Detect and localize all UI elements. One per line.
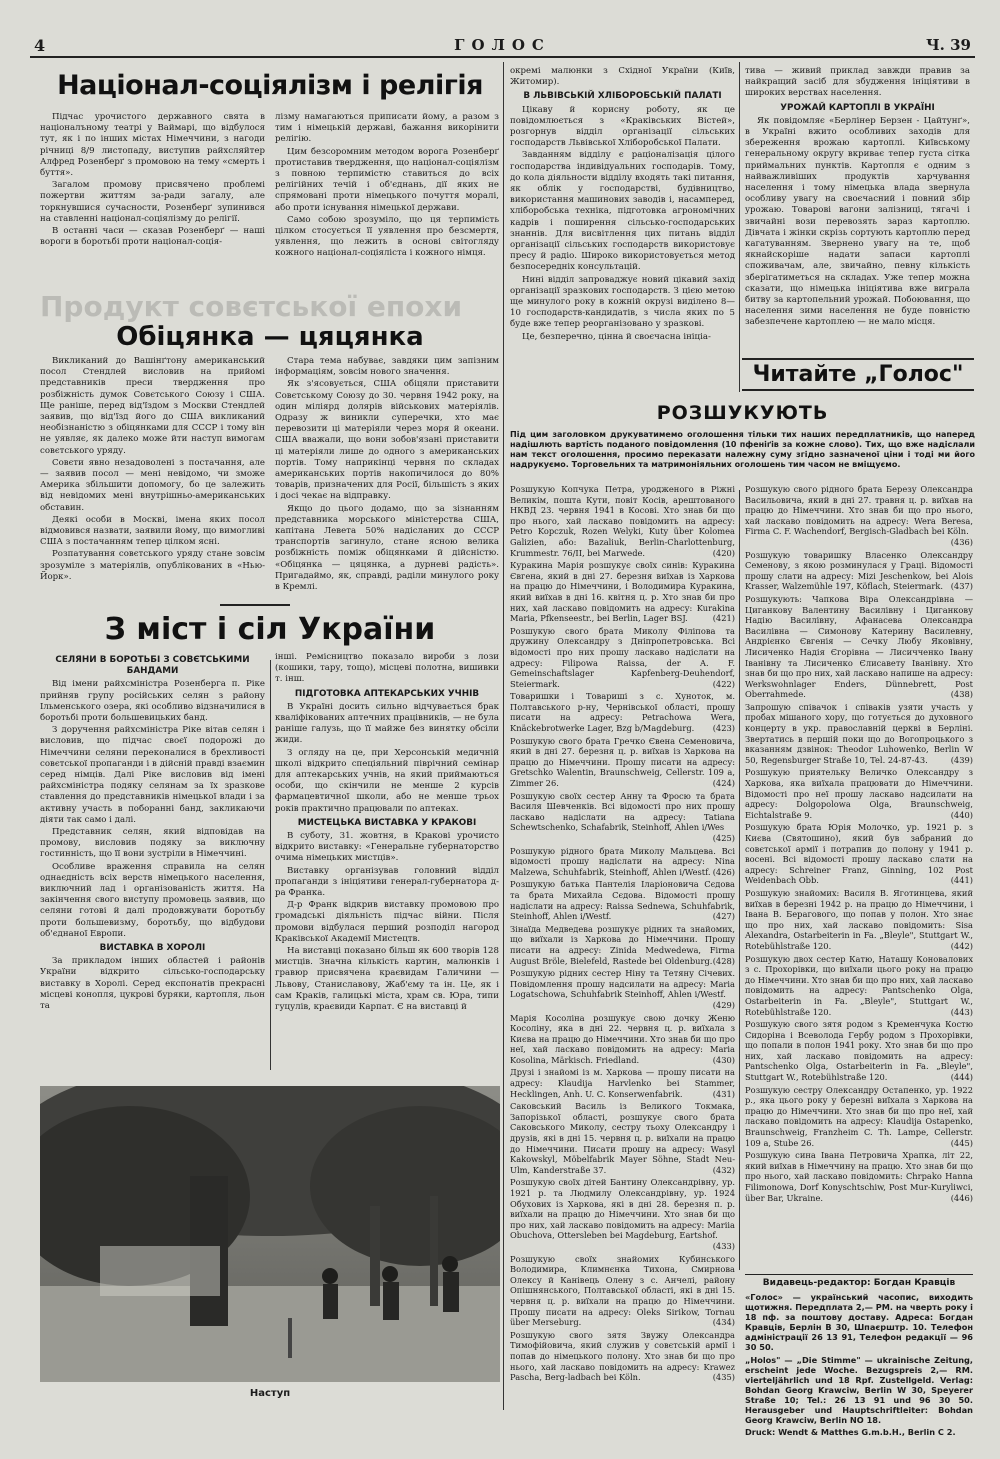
ad-code: (445) [950, 1137, 973, 1148]
ad-code: (429) [712, 999, 735, 1010]
ad-code: (420) [712, 547, 735, 558]
paragraph: В суботу, 31. жовтня, в Кракові урочисто відкрито виставку: «Генеральне губернаторство очима німецьких мистців». [275, 831, 499, 864]
ad-code: (433) [712, 1240, 735, 1251]
ad-code: (428) [712, 955, 735, 966]
classified-ad [510, 626, 735, 690]
classified-ad [745, 1085, 973, 1149]
paragraph: З огляду на це, при Херсонській медичній школі відкрито спеціяльний піврічний семінар для аптекарських учнів, на який приймаються особи, що скінчили не менше 2 курсів фармацевтичної школи, або не менше трьох років практично працювали по аптеках. [275, 747, 499, 814]
classified-ad [510, 924, 735, 966]
classified-ad [510, 691, 735, 733]
ad-code: (431) [712, 1088, 735, 1099]
news-photo [40, 1086, 500, 1382]
ad-text: Розшукую батька Пантелія Іларіоновича Сєдова та брата Михайла Сєдова. Відомості прошу надіслати на адресу: Raissa Sednewa, Schuhfabrik, Steinhoff, Ahlen i/Westf. [510, 879, 735, 922]
paragraph: Особливе враження справила на селян однаєдність всіх верств німецького населення, виключний лад і організованість життя. На закінчення свого виступу промовець заявив, що селяни готові й далі продовжувати боротьбу проти большевизму, боротьбу, що відбудови об'єднаної Европи. [40, 861, 265, 939]
subheading: ПІДГОТОВКА АПТЕКАРСЬКИХ УЧНІВ [294, 688, 480, 699]
ad-code: (432) [712, 1164, 735, 1175]
ad-text: Розшукую своїх сестер Анну та Фросю та брата Василя Шевченків. Всі відомості про них прошу ласкаво надіслати на адресу: Tatiana Schewtschenko, Schafabrik, Steinhoff, Ahlen i/Wes [510, 790, 735, 833]
newspaper-title: ГОЛОС [454, 36, 551, 54]
classified-ad [510, 879, 735, 921]
classified-ad [745, 1019, 973, 1083]
column-rule [270, 660, 271, 1070]
ad-code: (443) [950, 1006, 973, 1017]
paragraph: Представник селян, який відповідав на промову, висловив подяку за виключну гостинність, що її вони зустріли в Німеччині. [40, 827, 265, 860]
paragraph: З доручення райхсміністра Ріке вітав селян і висловив, що підчас своєї подорожі до Німеччини селяни переконалися в брехливості совєтської пропаганди і в дійсній правді взаємин серед німців. Далі Ріке висловив від імені райхсміністра подяку селянам за їх зразкове ставлення до представників німецької влади і за активну участь в поборанні банд, закликаючи діяти так само і далі. [40, 725, 265, 825]
classified-ad [745, 594, 973, 700]
paragraph: Само собою зрозуміло, що ця терпимість цілком стосується її уявлення про безсмертя, уявлення, що лежить в основі світогляду кожного націонал-соціяліста і кожного німця. [275, 214, 499, 259]
article-title: Націонал-соціялізм і релігія [57, 70, 483, 101]
photo-caption: Наступ [249, 1388, 291, 1399]
article-body [40, 112, 265, 249]
classified-ad [510, 791, 735, 844]
paragraph: Завданням відділу є раціоналізація цілого господарства індивідуальних господарів. Тому, до кола діяльности відділу входять такі питання, як облік у господарстві, будівництво, використання машинових заводів і, насамперед, хліборобська техніка, підготовка агрономічних кадрів і поширення сільсько-господарських знаннів. Для висвітлення цих питань відділ організації сільських господарств використовує пресу й радіо. Широко використовується метод безпосередніх консультацій. [510, 150, 735, 273]
ad-text: Розшукую свого брата Гречко Євена Семеновича, який в дні 27. березня ц. р. виїхав із Харкова на працю до Німеччини. Прошу писати на адресу: Gretschko Walentin, Braunschweig, Cellerstr. 109 a, Zimmer 26. [510, 735, 735, 789]
bleed-through-text: Продукт совєтської епохи [40, 290, 463, 323]
paragraph: Викликаний до Вашінґтону американський посол Стендлей висловив на прийомі представників преси твердження про розбіжність думок Совєтського Союзу і США. Ще раніше, перед від'їздом з Москви Стендлей заявив, що від'їзд його до США викликаний необізнаністю з обіцянками для СССР і тому він не уявляє, як далеко може йти наступ вимогам совєтського уряду. [40, 356, 265, 456]
ad-code: (434) [712, 1317, 735, 1328]
paragraph: лізму намагаються приписати йому, а разом з тим і німецькій державі, бажання викорінити релігію. [275, 112, 499, 145]
paragraph: Загалом промову присвячено проблемі пожертви життям за-ради загалу, але торкнувшися сучасности, Розенберґ зупинився на ставленні націонал-соціялізму до релігії. [40, 180, 265, 224]
ad-code: (424) [712, 778, 735, 789]
classified-ad [745, 1150, 973, 1203]
ad-text: Розшукують: Чапкова Віра Олександрівна — Циганкову Валентину Василівну і Циганкову Надію Василівну, Афанасева Олександра Василівна — Симонову Катерину Василевну, Андрієнко Євгенія — Сечку Любу Яковівну, Лисиченко Надія Єгорівна — Лисичченко Івану Іванівну та Лисиченко Єлисавету Іванівну. Хто знав би що про них, хай ласкаво напише на адресу: Werkswohnlager Enders, Dünnebrett, Post Oberrahmede. [745, 593, 973, 700]
classified-ad [745, 484, 973, 548]
ad-code: (436) [950, 536, 973, 547]
ad-code: (441) [950, 875, 973, 886]
ad-text: Розшукую приятельку Величко Олександру з Харкова, яка виїхала працювати до Німеччини. Відомості про неї прошу ласкаво надсилати на адресу: Dolgopolowa Olga, Braunschweig, Eichtalstraße 9. [745, 767, 973, 820]
article-body [275, 356, 499, 594]
ads-intro: Під цим заголовком друкуватимемо оголошення тільки тих наших передплатників, що наперед надішлють вартість поданого повідомлення (10 пфеніґів за кожне слово). Тих, що вже надіслали нам текст оголошення, просимо переказати належну суму згідно зазначеної ціни і тоді ми його надрукуємо. Торговельних та матримоніяльних оголошень тим часом не вміщуємо. [510, 430, 975, 469]
ad-text: Розшукую свого зятя родом з Кременчука Костю Сидоріна і Всеволода Гербу родом з Прохорівки, що попали в полон 1941 року. Хто знав би що про них, хай ласкаво повідомить на адресу: Pantschenko Olga, Ostarbeiterin in Fa. „Bleyle", Stuttgart W., Rotebühlstraße 120. [745, 1019, 973, 1083]
ad-code: (423) [712, 723, 735, 734]
paragraph: Від імени райхсміністра Розенберга п. Ріке прийняв групу російських селян з району Ільменського озера, які особливо відзначилися в боротьбі проти большевицьких банд. [40, 679, 265, 724]
classified-ad [745, 702, 973, 766]
article-body [40, 356, 265, 584]
imprint-german: „Holos" — „Die Stimme" — ukrainische Zeitung, erscheint jede Woche. Bezugspreis 2,— RM. vierteljährlich und 18 Rpf. Zustellgeld. Verlag: Bohdan Georg Krawciw, Berlin W 30, Speyerer Straße 10; Tel.: 26 13 91 und 96 30 50. Herausgeber und Hauptschriftleiter: Bohdan Georg Krawciw, Berlin NO 18. [745, 1355, 973, 1425]
read-golos-banner: Читайте „Голос" [742, 358, 974, 391]
paragraph: Стара тема набуває, завдяки цим запізним інформаціям, зовсім нового значення. [275, 356, 499, 378]
classified-ad [745, 954, 973, 1018]
paragraph: В Україні досить сильно відчувається брак кваліфікованих аптечних працівників, — не була раніше галузь, що її майже без винятку обсіли жиди. [275, 701, 499, 746]
classified-ad [510, 560, 735, 624]
article-title: Обіцянка — цяцянка [116, 322, 424, 352]
ad-text: Розшукую товаришку Власенко Олександру Семенову, з якою розминулася у Граці. Відомості прошу слати на адресу: Mizi Jeschenkow, bei Alois Krasser, Walzemühle 197, Köflach, Steiermark. [745, 549, 973, 592]
paragraph: Д-р Франк відкрив виставку промовою про громадські діяльність підчас війни. Після промови відбулася перший розподіл нагород Краківської Академії Мистецтв. [275, 900, 499, 944]
subheading: СЕЛЯНИ В БОРОТЬБІ З СОВЄТСЬКИМИ БАНДАМИ [55, 655, 250, 677]
ad-text: Саковський Василь із Великого Токмака, Запорізької області, розшукує свого брата Саковського Миколу, сестру тьоху Олександру і друзів, які в дні 15. червня ц. р. виїхали на працю до Німеччини. Писати прошу на адресу: Wasyl Kakowskyl, Möbelfabrik Mayer Söhne, Stadt Neu-Ulm, Kanderstraße 37. [510, 1101, 735, 1175]
ad-text: Розшукую своїх знайомих Кубинського Володимира, Климнєнка Тихона, Смирнова Олексу й Канівець Олену з с. Анчелі, району Опішнянського, Полтавської області, які в дні 15. червня ц. р. виїхали на працю до Німеччини. Прошу писати на адресу: Oleks Sirikow, Tornau über Merseburg. [510, 1253, 735, 1328]
ad-text: Друзі і знайомі із м. Харкова — прошу писати на адресу: Klaudija Harvlenko bei Stammer, Hecklingen, Anh. U. C. Konserwenfabrik. [510, 1067, 735, 1099]
subheading: МИСТЕЦЬКА ВИСТАВКА У КРАКОВІ [297, 817, 477, 828]
ad-code: (438) [950, 689, 973, 700]
column-rule [739, 490, 740, 1270]
ad-code: (422) [712, 678, 735, 689]
paragraph: інші. Ремісництво показало вироби з лози (кошики, тару, тощо), місцеві полотна, вишивки т. інш. [275, 652, 499, 685]
classified-ad [745, 888, 973, 952]
imprint [745, 1274, 973, 1437]
ads-section-title: РОЗШУКУЮТЬ [656, 402, 829, 424]
article-body [275, 112, 499, 261]
column-rule [503, 400, 504, 1410]
paragraph: Нині відділ запроваджує новий цікавий захід організації зразкових господарств. З цією метою ще минулого року в кожній окрузі виділено 8—10 господарств-кандидатів, з числа яких по 5 буде вже тепер реорганізовано у зразкові. [510, 274, 735, 330]
paragraph: Цікаву й корисну роботу, як це повідомлюється з «Краківських Вістей», розгорнув відділ організації сільських господарств Львівської Хліборобської Палати. [510, 104, 735, 149]
ad-code: (444) [950, 1072, 973, 1083]
ad-code: (427) [712, 911, 735, 922]
ad-text: Розшукую свого рідного брата Березу Олександра Васильовича, який в дні 27. травня ц. р. виїхав на працю до Німеччини. Хто знав би що про нього, хай ласкаво повідомить на адресу: Wera Beresa, Firma C. F. Wachendorf, Bergisch-Gladbach bei Köln. [745, 484, 973, 537]
classified-ad [510, 1254, 735, 1328]
masthead [30, 36, 975, 58]
ad-code: (435) [712, 1372, 735, 1383]
ad-text: Розшукую свого брата Миколу Філіпова та дружину Олександру з Дніпропетровська. Всі відомості про них прошу ласкаво надіслати на адресу: Filipowa Raissa, der A. F. Gemeinschaftslager Kapfenberg-Deuhendorf, Steiermark. [510, 625, 735, 689]
editor-line: Видавець-редактор: Богдан Кравців [745, 1274, 973, 1288]
column-rule [739, 62, 740, 392]
ad-text: Розшукую брата Юрія Молочко, ур. 1921 р. з Києва (Святошино), який був забраний до совєтської армії і потрапив до полону у 1941 р. восені. Всі відомості прошу ласкаво слати на адресу: Schreiner Franz, Ginning, 102 Post Weidenbach Obb. [745, 822, 973, 886]
paragraph: Деякі особи в Москві, імена яких посол відмовився назвати, заявили йому, що вимогливі США з постачанням тепер цілком ясні. [40, 514, 265, 548]
article-body [745, 66, 970, 330]
article-body [510, 66, 735, 344]
issue-number: Ч. 39 [925, 36, 971, 54]
ad-text: Розшукую своїх дітей Бантину Олександрівну, ур. 1921 р. та Людмилу Олександрівну, ур. 1924 Обухових із Харкова, які в дні 28. березня п. р. виїхали на працю до Німеччини. Хто знав би що про них, хай ласкаво повідомить на адресу: Mariia Obuchova, Ottersleben bei Magdeburg, Eartshof. [510, 1177, 735, 1241]
classified-ad [510, 846, 735, 878]
ad-text: Марія Косоліна розшукує свою дочку Женю Косоліну, яка в дні 22. червня ц. р. виїхала з Києва на працю до Німеччини. Хто знав би що про неї, хай ласкаво повідомить на адресу: Maria Kosolina, Märkisch. Friedland. [510, 1012, 735, 1065]
ad-code: (440) [950, 809, 973, 820]
classified-ad [510, 736, 735, 789]
classified-ad [510, 1101, 735, 1175]
ad-text: Розшукую сина Івана Петровича Храпка, літ 22, який виїхав в Німеччину на працю. Хто знав би що про нього, хай ласкаво повідомить: Chrpako Hanna Filimonowa, Dorf Konyschtschiw, Post Mur-Kuryliwci, über Bar, Ukraine. [745, 1150, 973, 1203]
subheading: В ЛЬВІВСЬКІЙ ХЛІБОРОБСЬКІЙ ПАЛАТІ [523, 91, 722, 102]
ad-text: Розшукую рідного брата Миколу Мальцева. Всі відомості прошу надіслати на адресу: Nina Malzewa, Schuhfabrik, Steinhoff, Ahlen i/Westf. [510, 845, 735, 877]
page-number: 4 [34, 36, 46, 55]
ad-text: Розшукую двох сестер Катю, Наташу Коновалових з с. Прохорівки, що виїхали цього року на працю до Німеччини. Хто знав би що про них, хай ласкаво повідомить на адресу: Pantschenko Olga, Ostarbeiterin in Fa. „Bleyle", Stuttgart W., Rotebühlstraße 120. [745, 953, 973, 1017]
ad-text: Розшукую рідних сестер Ніну та Тетяну Січевих. Повідомлення прошу надсилати на адресу: Maria Logatschowa, Schuhfabrik Steinhoff, Ahlen i/Westf. [510, 968, 735, 1000]
paragraph: В останні часи — сказав Розенберґ — наші вороги в боротьбі проти націонал-соція- [40, 226, 265, 248]
article-body [275, 652, 499, 1014]
column-rule [503, 62, 504, 457]
ad-text: Куракина Марія розшукує своїх синів: Куракина Євгена, який в дні 27. березня виїхав із Харкова на працю до Німеччини, і Володимира Куракина, який виїхав в дні 16. квітня ц. р. Хто знав би про них, хай ласкаво повідомить на адресу: Kurakina Maria, Pfkenseestr., bei Berlin, Lager BSJ. [510, 560, 735, 624]
classified-ad [510, 484, 735, 558]
ad-code: (442) [950, 940, 973, 951]
classified-ad [745, 822, 973, 886]
classified-ad [510, 1067, 735, 1099]
paragraph: Як повідомляє «Берлінер Берзен - Цайтунґ», в Україні вжито особливих заходів для збереження врожаю картоплі. Київському генеральному округу вкриває тепер густа сітка приймальних пунктів. Картопля є одним з найважливіших продуктів харчування населення і тому німецька влада звернула особливу увагу на своєчасний і повний збір урожаю. Товарові вагони залізниці, тягачі і звичайні вози перевозять зараз картоплю. Дівчата і жінки скрізь сортують картоплю перед кагатуванням. Звернено увагу на те, щоб якнайскоріше надати запаси картоплі споживачам, але, звичайно, певну кількість зберігатиметься на складах. Уже тепер можна сказати, що німецька ініціятива вже виграла битву за картопельний урожай. Побоювання, що населення зими населення не буде повністю забезпечене картоплею — не мало місця. [745, 115, 970, 328]
paragraph: За прикладом інших областей і районів України відкрито сільсько-господарську виставку в Хоролі. Серед експонатів прекрасні місцеві конопля, цукрові буряки, картопля, льон та [40, 956, 265, 1012]
ad-code: (446) [950, 1192, 973, 1203]
ad-text: Розшукую Копчука Петра, уродженого в Ріжні Великім, пошта Кути, повіт Косів, арештованого НКВД 23. червня 1941 в Косові. Хто знав би що про нього, хай ласкаво повідомить на адресу: Petro Kopczuk, Rozen Welyki, Kuty über Kolomea Galizien, або: Bazaliuk, Berlin-Charlottenburg, Krummestr. 76/II, bei Marwede. [510, 484, 735, 558]
ad-code: (421) [712, 613, 735, 624]
paragraph: Це, безперечно, цінна й своєчасна ініціа- [522, 331, 711, 342]
paragraph: Як з'ясовується, США обіцяли приставити Совєтському Союзу до 30. червня 1942 року, на один міліярд долярів військових матеріялів. Одразу ж виникли суперечки, хто має перевозити ці матеріяли через моря й океани. США вважали, що вони зобов'язані приставити ці матеріяли лише до одного з американських портів. Тому наприкінці червня по складах американських портів накопичилося до 80% товарів, призначених для Росії, більшість з яких і досі чекає на відправку. [275, 379, 499, 502]
article-body [40, 652, 265, 1013]
paragraph: тива — живий приклад завжди правив за найкращий засіб для збудження ініціятиви в широких верствах населення. [745, 66, 970, 99]
imprint-ukrainian: «Голос» — український часопис, виходить щотижня. Передплата 2,— РМ. на чверть року і 18 пф. за поштову доставу. Адреса: Богдан Кравців, Берлін В 30, Шпаєрштр. 10. Телефон адміністрації 26 13 91, Телефон редакції — 96 30 50. [745, 1292, 973, 1352]
paragraph: окремі малюнки з Східної України (Київ, Житомир). [510, 66, 735, 88]
imprint-printer: Druck: Wendt & Matthes G.m.b.H., Berlin C 2. [745, 1427, 956, 1437]
ads-column-left [510, 484, 735, 1385]
ad-code: (437) [950, 581, 973, 592]
ad-text: Розшукую сестру Олександру Остапенко, ур. 1922 р., яка цього року у березні виїхала з Харкова на працю до Німеччини. Хто знав би що про неї, хай ласкаво повідомить на адресу: Klaudija Ostapenko, Braunschweig, Franzheim C. Th. Lampe, Cellerstr. 109 a, Stube 26. [745, 1084, 973, 1148]
classified-ad [510, 1177, 735, 1251]
classified-ad [745, 550, 973, 592]
section-title: З міст і сіл України [104, 612, 436, 647]
paragraph: Якщо до цього додамо, що за зізнанням представника морського міністерства США, капітана Левета 50% надісланих до СССР транспортів загинуло, стане ясною велика розбіжність поміж обіцянками й дійсністю. «Обіцянка — цяцянка, а дурневі радість». Пригадаймо, як, справді, раділи минулого року в Кремлі. [275, 503, 499, 593]
ad-text: Зінаїда Медведева розшукує рідних та знайомих, що виїхали із Харкова до Німеччини. Прошу писати на адресу: Zinida Medwedewa, Firma August Bröle, Bielefeld, Rastede bei Oldenburg. [510, 923, 735, 966]
classified-ad [745, 767, 973, 820]
ad-code: (430) [712, 1054, 735, 1065]
ad-code: (439) [950, 754, 973, 765]
classified-ad [510, 1330, 735, 1383]
ads-column-right [745, 484, 973, 1205]
classified-ad [510, 1013, 735, 1066]
ad-text: Товаришки і Товариші з с. Хуноток, м. Полтавського р-ну, Чернівської області, прошу писати на адресу: Petrachowa Wera, Knäckebrotwerke Lager, Bzg b/Magdeburg. [510, 691, 735, 734]
ad-code: (425) [712, 833, 735, 843]
ad-text: Запрошую співачок і співаків узяти участь у пробах мішаного хору, що готується до духовного концерту в укр. православній церкві в Берліні. Звертатись в першій поки що до Вогопроцького з вказанням дзвінок: Theodor Luhowenko, Berlin W 50, Regensburger Straße 10, Tel. 24-87-43. [745, 701, 973, 765]
paragraph: На виставці показано більш як 600 творів 128 мистців. Значна кількість картин, малюнків і гравюр присвячена краєвидам Галичини — Львову, Станиславову, Жаб'єму та ін. Це, як і сам Краків, галицькі міста, храм св. Юра, типи гуцулів, краєвиди Карпат. Є на виставці й [275, 946, 499, 1013]
paragraph: Підчас урочистого державного свята в націоналъному театрі у Ваймарі, що відбулося тут, як і по інших містах Німеччини, з нагоди річниці 8/9 листопаду, виступив райхсляйтер Алфред Розенберґ з промовою на тему «смерть і буття». [40, 112, 265, 179]
ad-text: Розшукую знайомих: Василя В. Яготинцева, який виїхав в березні 1942 р. на працю до Німеччини, і Івана В. Берагового, що попав у полон. Хто знає що про них, хай ласкаво повідомить: Sisa Alexandra, Ostarbeiterin in Fa. „Bleyle", Stuttgart W., Rotebühlstraße 120. [745, 887, 973, 951]
classified-ad [510, 968, 735, 1010]
paragraph: Розпатування совєтського уряду стане зовсім зрозуміле з матеріялів, опублікованих в «Нью-Йорк». [40, 549, 265, 582]
divider [220, 604, 290, 606]
ad-code: (426) [712, 866, 735, 877]
photo-soldiers-advancing [40, 1086, 500, 1382]
subheading: ВИСТАВКА В ХОРОЛІ [99, 943, 206, 954]
subheading: УРОЖАЙ КАРТОПЛІ В УКРАЇНІ [780, 102, 935, 113]
ad-text: Розшукую свого зятя Звужу Олександра Тимофійовича, який служив у совєтській армії і попав до німецького полону. Хто знав би що про нього, хай ласкаво повідомить на адресу: Krawez Pascha, Berg-ladbach bei Köln. [510, 1329, 735, 1383]
paragraph: Виставку організував головний відділ пропаганди з ініціятиви генерал-губернатора д-ра Франка. [275, 865, 499, 899]
paragraph: Совєти явно незадоволені з постачання, але — заявив посол — мені невідомо, чи зможе Америка збільшити допомогу, бо це залежить від невідомих мені внутрішньо-американських обставин. [40, 457, 265, 513]
paragraph: Цим безсоромним методом ворога Розенберґ протиставив твердження, що націонал-соціялізм з повною терпимістю ставиться до всіх релігійних течій і об'єднань, дії яких не спрямовані проти німецького почуття моралі, або проти існування німецької держави. [275, 146, 499, 213]
